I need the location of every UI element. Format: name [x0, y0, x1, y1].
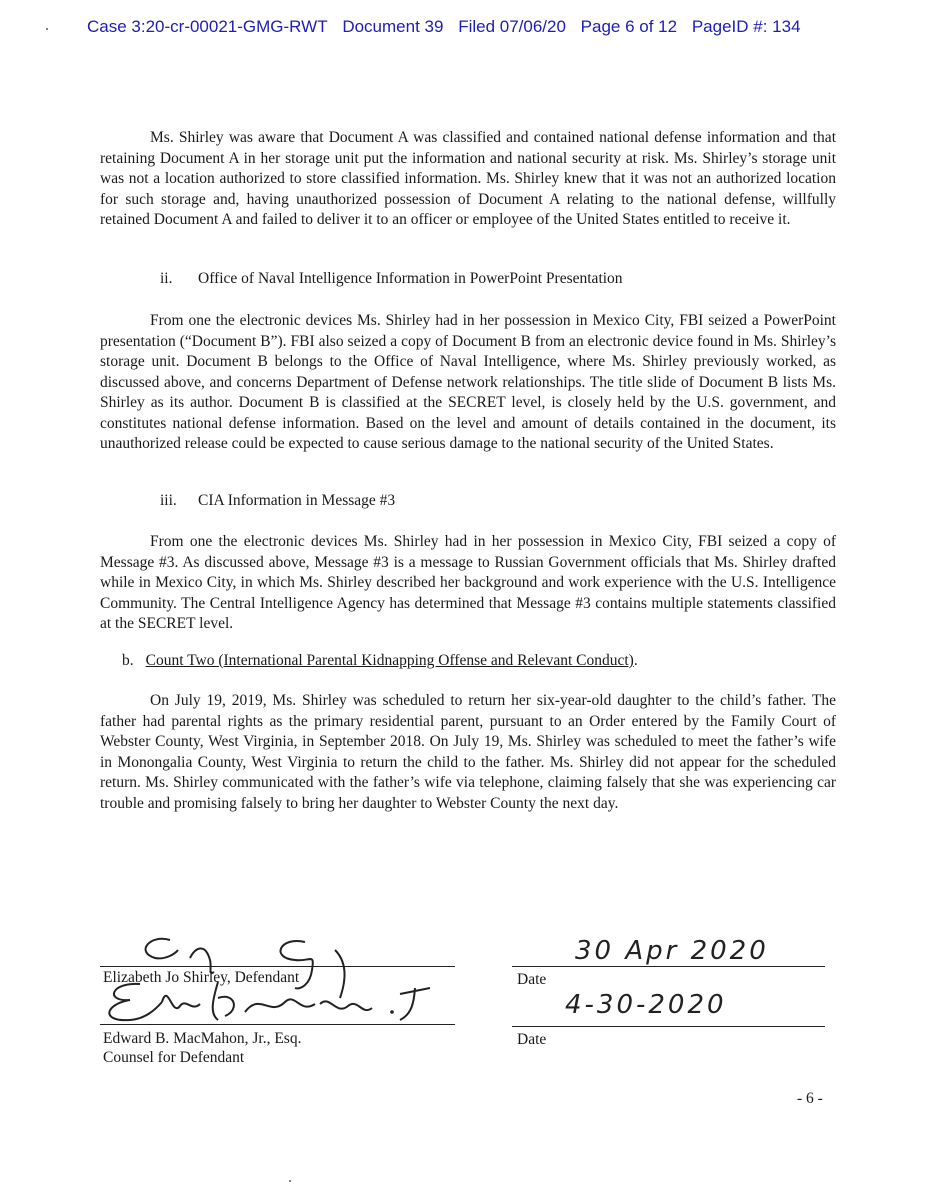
counsel-signature-line: [100, 1024, 455, 1025]
subheading-iii-number: iii.: [160, 492, 177, 509]
defendant-signature-line: [100, 966, 455, 967]
date-line-2: [512, 1026, 825, 1027]
page-number: - 6 -: [797, 1090, 823, 1107]
defendant-name-label: Elizabeth Jo Shirley, Defendant: [103, 969, 300, 986]
count-two-title: Count Two (International Parental Kidnapping Offense and Relevant Conduct): [145, 652, 634, 669]
date-label-2: Date: [517, 1031, 547, 1048]
paragraph-document-b: From one the electronic devices Ms. Shirley had in her possession in Mexico City, FBI seized a PowerPoint presentation (“Document B”). FBI also seized a copy of Document B from an electronic device found in Ms. Shirley’s storage unit. Document B belongs to the Office of Naval Intelligence, where Ms. Shirley previously worked, as discussed above, and concerns Department of Defense network relationships. The title slide of Document B lists Ms. Shirley as its author. Document B is classified at the SECRET level, is closely held by the U.S. government, and constitutes national defense information. Based on the level and amount of details contained in the document, its unauthorized release could be expected to cause serious damage to the national security of the United States.: [100, 312, 836, 452]
page-count: Page 6 of 12: [580, 17, 678, 36]
paragraph-message-3: From one the electronic devices Ms. Shirley had in her possession in Mexico City, FBI seized a copy of Message #3. As discussed above, Message #3 is a message to Russian Government officials that Ms. Shirley drafted while in Mexico City, in which Ms. Shirley described her background and work experience with the U.S. Intelligence Community. The Central Intelligence Agency has determined that Message #3 contains multiple statements classified at the SECRET level.: [100, 533, 836, 632]
subheading-ii: [160, 269, 623, 289]
date-label-1: Date: [517, 971, 547, 988]
count-two-letter: b.: [122, 652, 134, 669]
counsel-signature: [100, 972, 440, 1032]
page-id: PageID #: 134: [691, 17, 801, 36]
count-two-heading: [122, 652, 638, 670]
court-filing-header: [87, 17, 847, 37]
count-two-period: .: [633, 652, 638, 669]
filed-date: Filed 07/06/20: [458, 17, 566, 36]
case-number: Case 3:20-cr-00021-GMG-RWT: [87, 17, 328, 36]
subheading-iii-title: CIA Information in Message #3: [198, 492, 396, 509]
subheading-iii: [160, 491, 395, 511]
counsel-name-label: Edward B. MacMahon, Jr., Esq.: [103, 1030, 302, 1047]
date-line-1: [512, 966, 825, 967]
paragraph-document-a: Ms. Shirley was aware that Document A was classified and contained national defense information and that retaining Document A in her storage unit put the information and national security at risk. Ms. Shirley’s storage unit was not a location authorized to store classified information. Ms. Shirley knew that it was not an authorized location for such storage and, having unauthorized possession of Document A relating to the national defense, willfully retained Document A and failed to deliver it to an officer or employee of the United States entitled to receive it.: [100, 129, 836, 228]
handwritten-date-1: 30 Apr 2020: [575, 936, 769, 966]
subheading-ii-number: ii.: [160, 270, 173, 287]
scan-speck: [289, 1180, 291, 1182]
handwritten-date-2: 4-30-2020: [565, 990, 727, 1020]
scan-speck: [46, 28, 48, 30]
subheading-ii-title: Office of Naval Intelligence Information in PowerPoint Presentation: [198, 270, 623, 287]
counsel-role-label: Counsel for Defendant: [103, 1049, 245, 1066]
paragraph-kidnapping: On July 19, 2019, Ms. Shirley was scheduled to return her six-year-old daughter to the child’s father. The father had parental rights as the primary residential parent, pursuant to an Order entered by the Family Court of Webster County, West Virginia, in September 2018. On July 19, Ms. Shirley was scheduled to meet the father’s wife in Monongalia County, West Virginia to return the child to the father. Ms. Shirley did not appear for the scheduled return. Ms. Shirley communicated with the father’s wife via telephone, claiming falsely that she was experiencing car trouble and promising falsely to bring her daughter to Webster County the next day.: [100, 692, 836, 812]
document-number: Document 39: [342, 17, 444, 36]
